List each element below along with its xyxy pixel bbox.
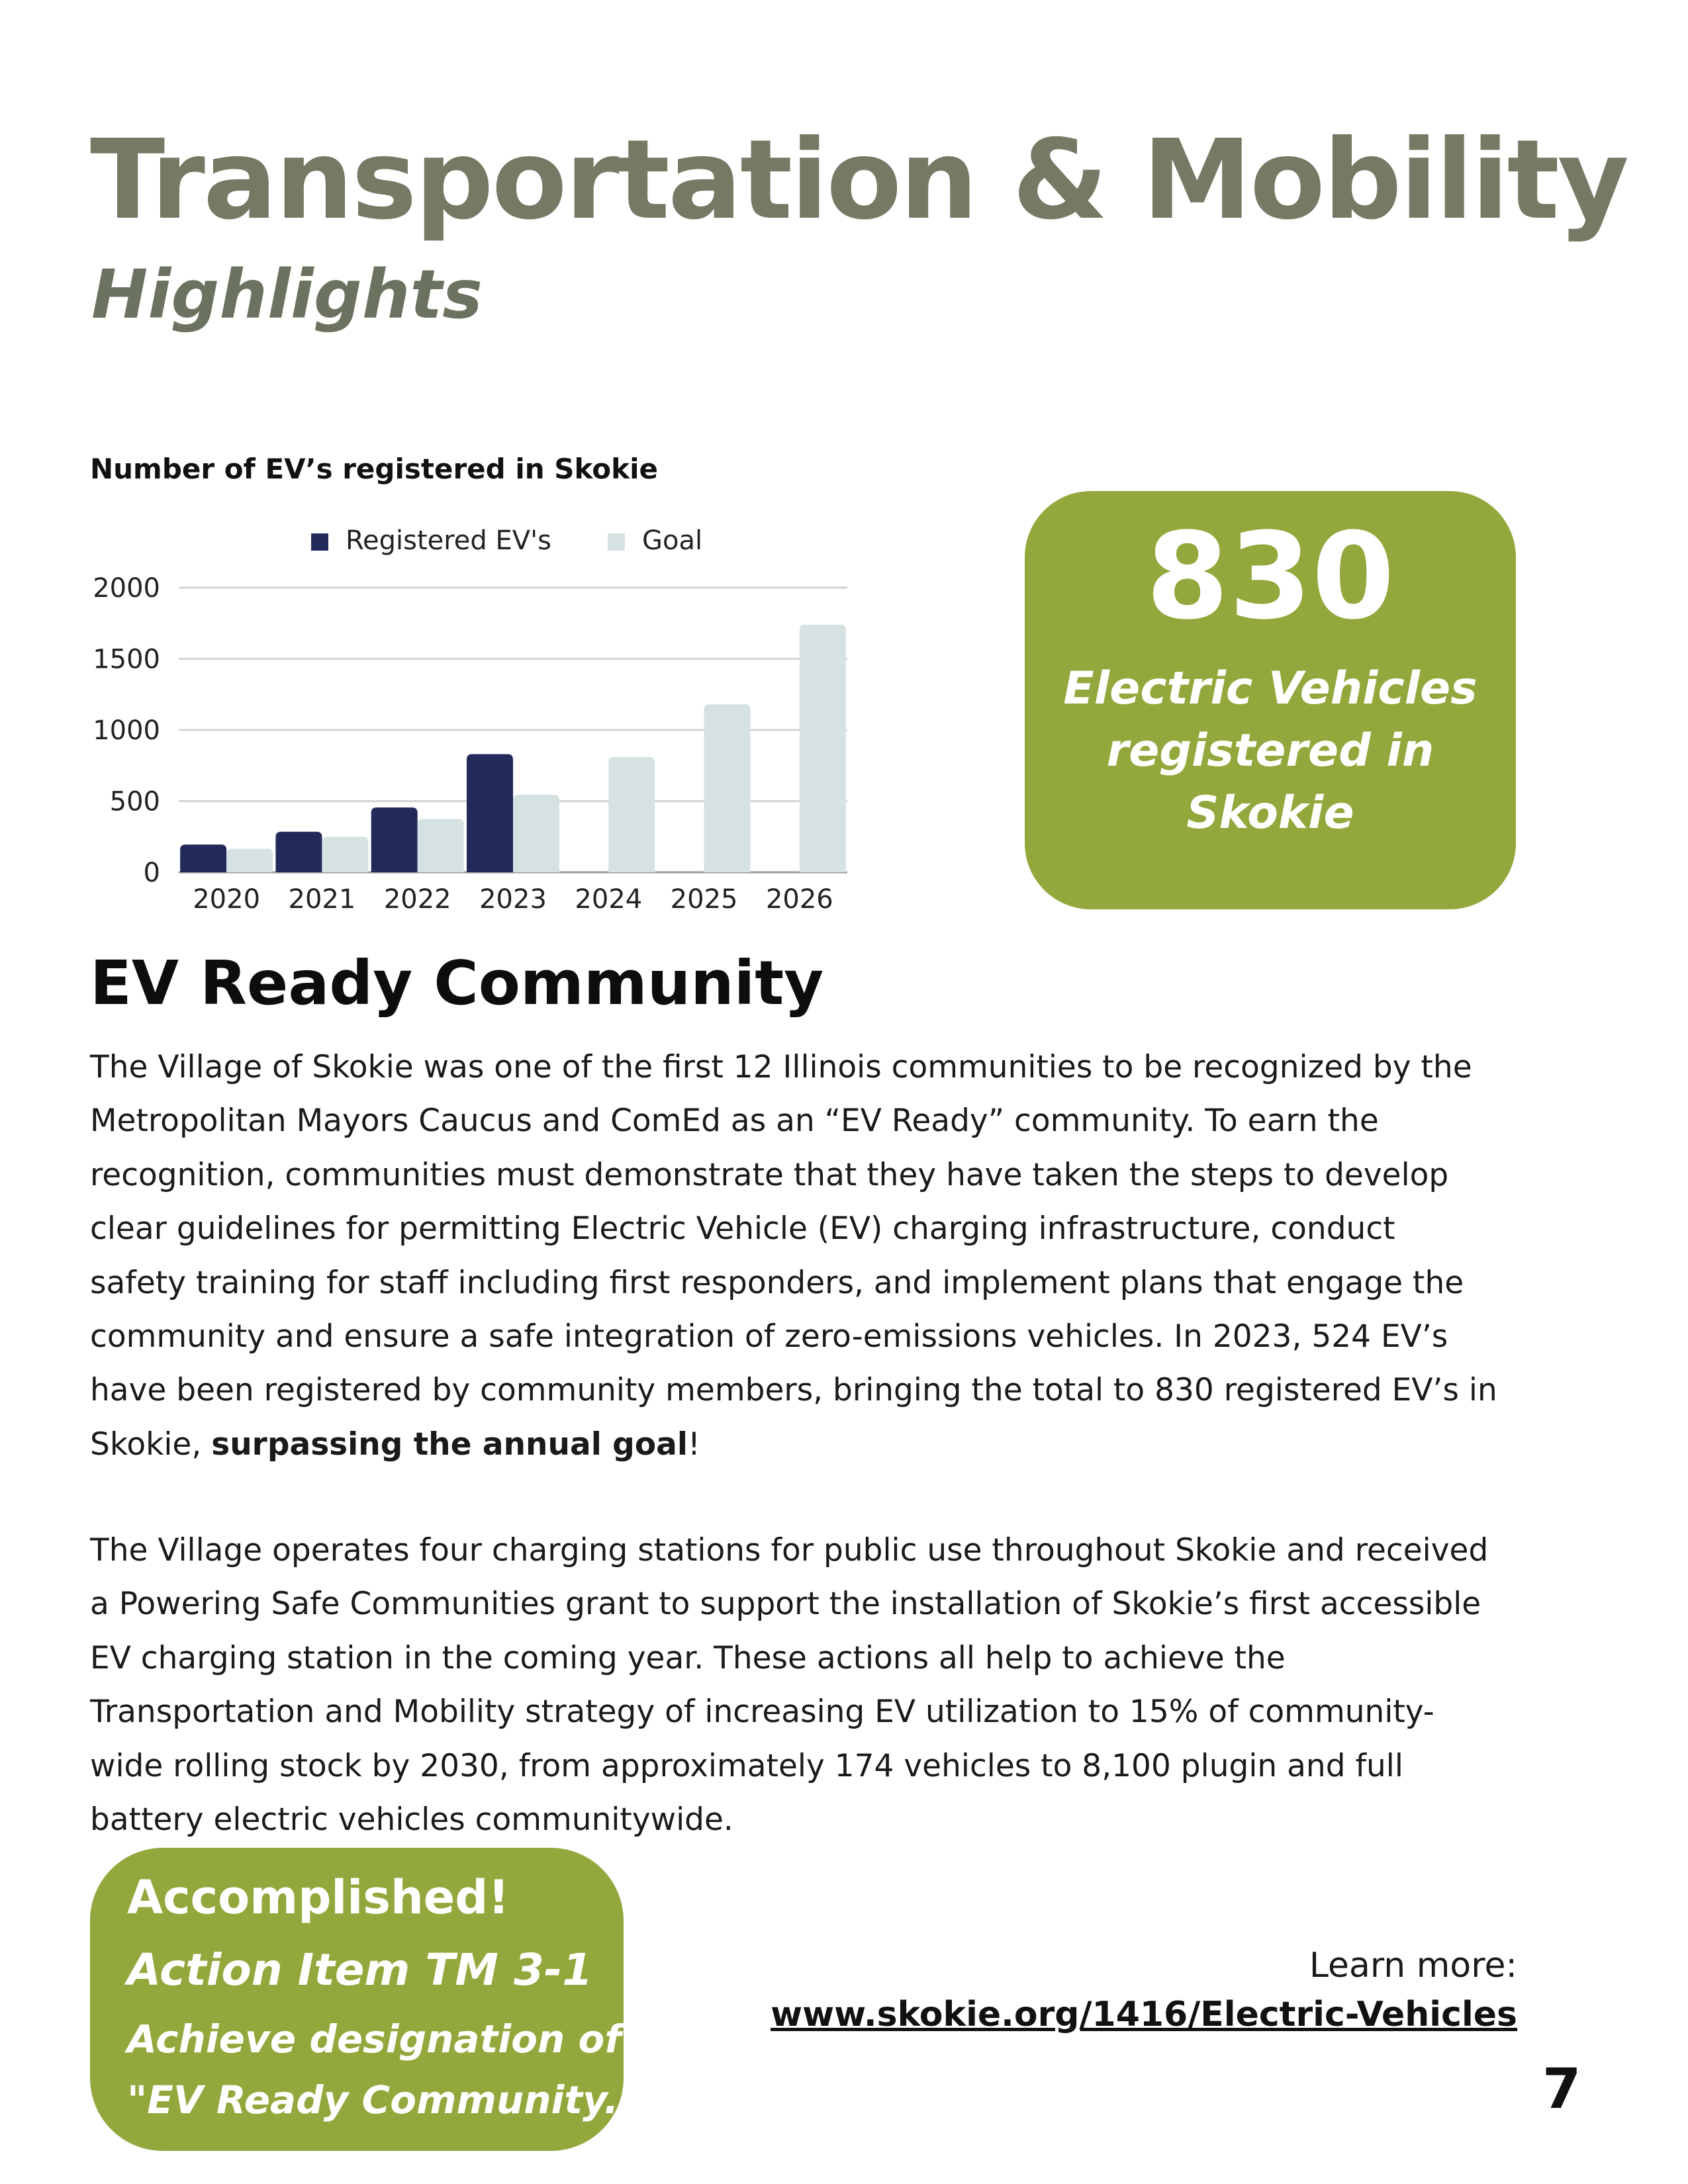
ev-count-label-line: Electric Vehicles (1063, 662, 1477, 715)
y-tick-label: 1000 (93, 715, 160, 746)
y-tick-label: 1500 (93, 644, 160, 675)
ev-count-label (1051, 658, 1489, 844)
paragraph-line: clear guidelines for permitting Electric Vehicle (EV) charging infrastructure, conduct (90, 1210, 1395, 1248)
legend-swatch (311, 533, 328, 551)
goal-bar (226, 849, 273, 872)
action-item-description: "EV Ready Community.” (127, 2077, 644, 2122)
goal-bar (513, 795, 559, 872)
action-item-description: Achieve designation of (127, 2017, 622, 2062)
registered-ev-bar (275, 832, 322, 872)
section-heading: EV Ready Community (90, 948, 824, 1019)
action-item-label: Action Item TM 3-1 (127, 1944, 593, 1995)
paragraph-line: safety training for staff including first responders, and implement plans that engage the (90, 1264, 1464, 1301)
paragraph-line: wide rolling stock by 2030, from approximately 174 vehicles to 8,100 plugin and full (90, 1747, 1403, 1784)
paragraph-line: have been registered by community members, bringing the total to 830 registered EV’s in (90, 1372, 1497, 1409)
charging-stations-paragraph (90, 1524, 1533, 1846)
x-tick-label: 2022 (383, 884, 451, 915)
paragraph-line: The Village of Skokie was one of the first 12 Illinois communities to be recognized by the (90, 1049, 1472, 1085)
ev-registration-bar-chart (66, 510, 861, 933)
y-tick-label: 2000 (93, 573, 160, 604)
emphasis-text: surpassing the annual goal (211, 1426, 688, 1463)
paragraph-text: ! (687, 1426, 700, 1463)
paragraph-line: community and ensure a safe integration of zero-emissions vehicles. In 2023, 524 EV’s (90, 1318, 1448, 1355)
y-tick-label: 0 (143, 858, 160, 888)
ev-count-label-line: Skokie (1186, 787, 1354, 839)
paragraph-line: battery electric vehicles communitywide. (90, 1801, 733, 1839)
paragraph-line: Transportation and Mobility strategy of increasing EV utilization to 15% of community- (90, 1694, 1434, 1731)
legend-swatch (608, 533, 625, 551)
y-tick-label: 500 (109, 786, 160, 817)
chart-title: Number of EV’s registered in Skokie (90, 453, 658, 485)
registered-ev-bar (371, 807, 418, 872)
learn-more-label: Learn more: (1309, 1946, 1517, 1985)
paragraph-line (90, 1418, 1533, 1471)
page-title: Transportation & Mobility (90, 116, 1628, 244)
ev-count-stat-box (1025, 491, 1516, 909)
registered-ev-bar (180, 844, 226, 872)
x-tick-label: 2020 (193, 884, 261, 915)
x-tick-label: 2025 (670, 884, 738, 915)
paragraph-line: a Powering Safe Communities grant to support the installation of Skokie’s first accessible (90, 1586, 1481, 1623)
page-subtitle: Highlights (91, 255, 483, 334)
goal-bar (704, 704, 751, 872)
accomplished-box (90, 1848, 644, 2151)
x-tick-label: 2021 (288, 884, 356, 915)
paragraph-text: Skokie, (90, 1426, 212, 1463)
ev-ready-paragraph (90, 1040, 1533, 1471)
learn-more-link[interactable]: www.skokie.org/1416/Electric-Vehicles (771, 1995, 1517, 2034)
goal-bar (418, 819, 464, 872)
registered-ev-bar (467, 754, 513, 872)
goal-bar (800, 625, 846, 872)
x-tick-label: 2023 (479, 884, 547, 915)
paragraph-line: The Village operates four charging stations for public use throughout Skokie and received (90, 1532, 1489, 1569)
x-tick-label: 2024 (575, 884, 643, 915)
accomplished-title: Accomplished! (127, 1870, 510, 1925)
legend-label: Goal (642, 525, 703, 556)
paragraph-line: Metropolitan Mayors Caucus and ComEd as an “EV Ready” community. To earn the (90, 1103, 1379, 1140)
ev-count-number: 830 (1146, 508, 1395, 646)
paragraph-line: recognition, communities must demonstrate that they have taken the steps to develop (90, 1156, 1449, 1193)
legend-label: Registered EV's (346, 525, 551, 556)
paragraph-line: EV charging station in the coming year. These actions all help to achieve the (90, 1639, 1286, 1676)
goal-bar (322, 837, 368, 872)
x-tick-label: 2026 (765, 884, 833, 915)
ev-count-label-line: registered in (1106, 725, 1434, 777)
goal-bar (608, 757, 655, 872)
page-number: 7 (1542, 2056, 1581, 2121)
